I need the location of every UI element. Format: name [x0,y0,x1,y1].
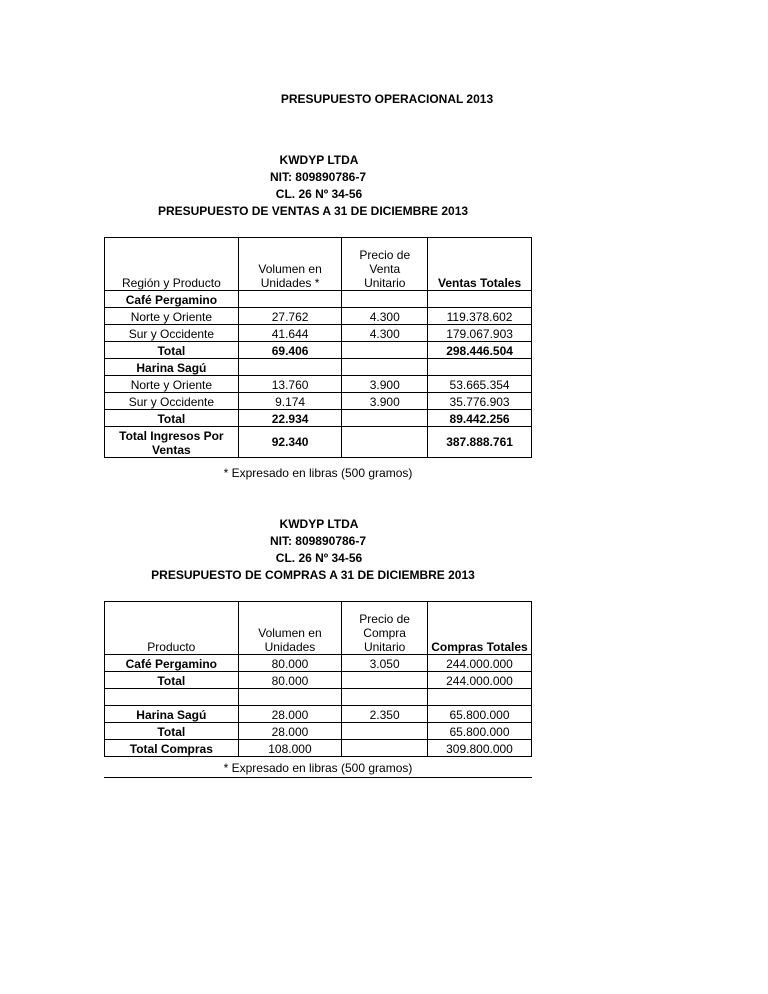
purchases-table [104,601,532,757]
sales-header [104,152,532,220]
purchases-footnote: * Expresado en libras (500 gramos) [223,761,413,775]
col-header-volume: Volumen en Unidades [238,602,342,655]
company-address: CL. 26 Nº 34-56 [275,551,363,565]
footnote-rule [104,777,532,778]
company-name: KWDYP LTDA [279,517,359,531]
table-row: Norte y Oriente 27.762 4.300 119.378.602 [105,308,532,325]
document-title: PRESUPUESTO OPERACIONAL 2013 [280,92,494,106]
grand-total-row: Total Ingresos Por Ventas 92.340 387.888.761 [105,427,532,458]
table-row: Total Compras 108.000 309.800.000 [105,740,532,757]
table-row: Total 28.000 65.800.000 [105,723,532,740]
col-header-region: Región y Producto [105,238,239,291]
sales-heading: PRESUPUESTO DE VENTAS A 31 DE DICIEMBRE 2013 [157,204,469,218]
purchases-header [104,516,532,584]
table-header-row [105,602,532,655]
table-row: Total 69.406 298.446.504 [105,342,532,359]
table-row: Harina Sagú 28.000 2.350 65.800.000 [105,706,532,723]
company-nit: NIT: 809890786-7 [269,170,367,184]
company-name: KWDYP LTDA [279,153,359,167]
col-header-price: Precio de Venta Unitario [342,238,428,291]
col-header-product: Producto [105,602,239,655]
company-nit: NIT: 809890786-7 [269,534,367,548]
purchases-heading: PRESUPUESTO DE COMPRAS A 31 DE DICIEMBRE 2013 [151,568,475,582]
col-header-price: Precio de Compra Unitario [342,602,428,655]
table-row: Café Pergamino [105,291,532,308]
table-row [105,689,532,706]
table-row: Sur y Occidente 9.174 3.900 35.776.903 [105,393,532,410]
table-row: Sur y Occidente 41.644 4.300 179.067.903 [105,325,532,342]
table-row: Norte y Oriente 13.760 3.900 53.665.354 [105,376,532,393]
table-row: Total 80.000 244.000.000 [105,672,532,689]
sales-footnote: * Expresado en libras (500 gramos) [223,466,413,480]
company-address: CL. 26 Nº 34-56 [275,187,363,201]
col-header-total: Ventas Totales [428,238,532,291]
col-header-volume: Volumen en Unidades * [238,238,342,291]
table-row: Total 22.934 89.442.256 [105,410,532,427]
col-header-total: Compras Totales [427,602,531,655]
table-row: Café Pergamino 80.000 3.050 244.000.000 [105,655,532,672]
table-row: Harina Sagú [105,359,532,376]
sales-table [104,237,532,458]
table-header-row [105,238,532,291]
